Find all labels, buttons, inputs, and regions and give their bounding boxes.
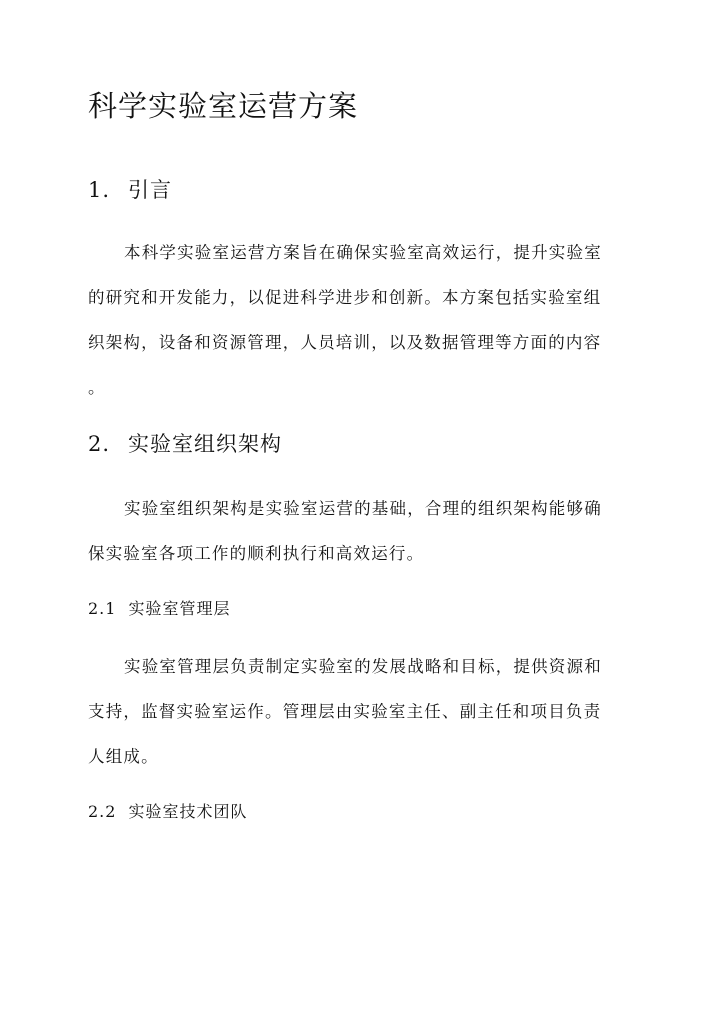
document-title: 科学实验室运营方案 (88, 89, 359, 123)
section-heading-2 (88, 430, 282, 458)
section-number: 2. (88, 432, 111, 456)
subsection-number: 2.1 (88, 599, 117, 618)
subsection-title: 实验室管理层 (128, 599, 231, 618)
section-title: 实验室组织架构 (128, 432, 283, 456)
paragraph-line: 本科学实验室运营方案旨在确保实验室高效运行，提升实验室 (124, 243, 602, 262)
paragraph-line: 保实验室各项工作的顺利执行和高效运行。 (88, 544, 425, 563)
subsection-number: 2.2 (88, 802, 117, 821)
section-title: 引言 (128, 178, 173, 202)
paragraph-line: 织架构，设备和资源管理，人员培训，以及数据管理等方面的内容 (88, 333, 602, 352)
section-heading-1 (88, 176, 172, 204)
paragraph-line: 的研究和开发能力，以促进科学进步和创新。本方案包括实验室组 (88, 288, 602, 307)
paragraph-line: 实验室管理层负责制定实验室的发展战略和目标，提供资源和 (124, 657, 602, 676)
subsection-heading-2-1 (88, 598, 230, 620)
subsection-heading-2-2 (88, 801, 247, 823)
section-number: 1. (88, 178, 111, 202)
subsection-title: 实验室技术团队 (128, 802, 248, 821)
paragraph-line: 支持，监督实验室运作。管理层由实验室主任、副主任和项目负责 (88, 702, 602, 721)
paragraph-line: 实验室组织架构是实验室运营的基础，合理的组织架构能够确 (124, 499, 602, 518)
paragraph-line: 。 (88, 378, 106, 397)
paragraph-line: 人组成。 (88, 747, 159, 766)
